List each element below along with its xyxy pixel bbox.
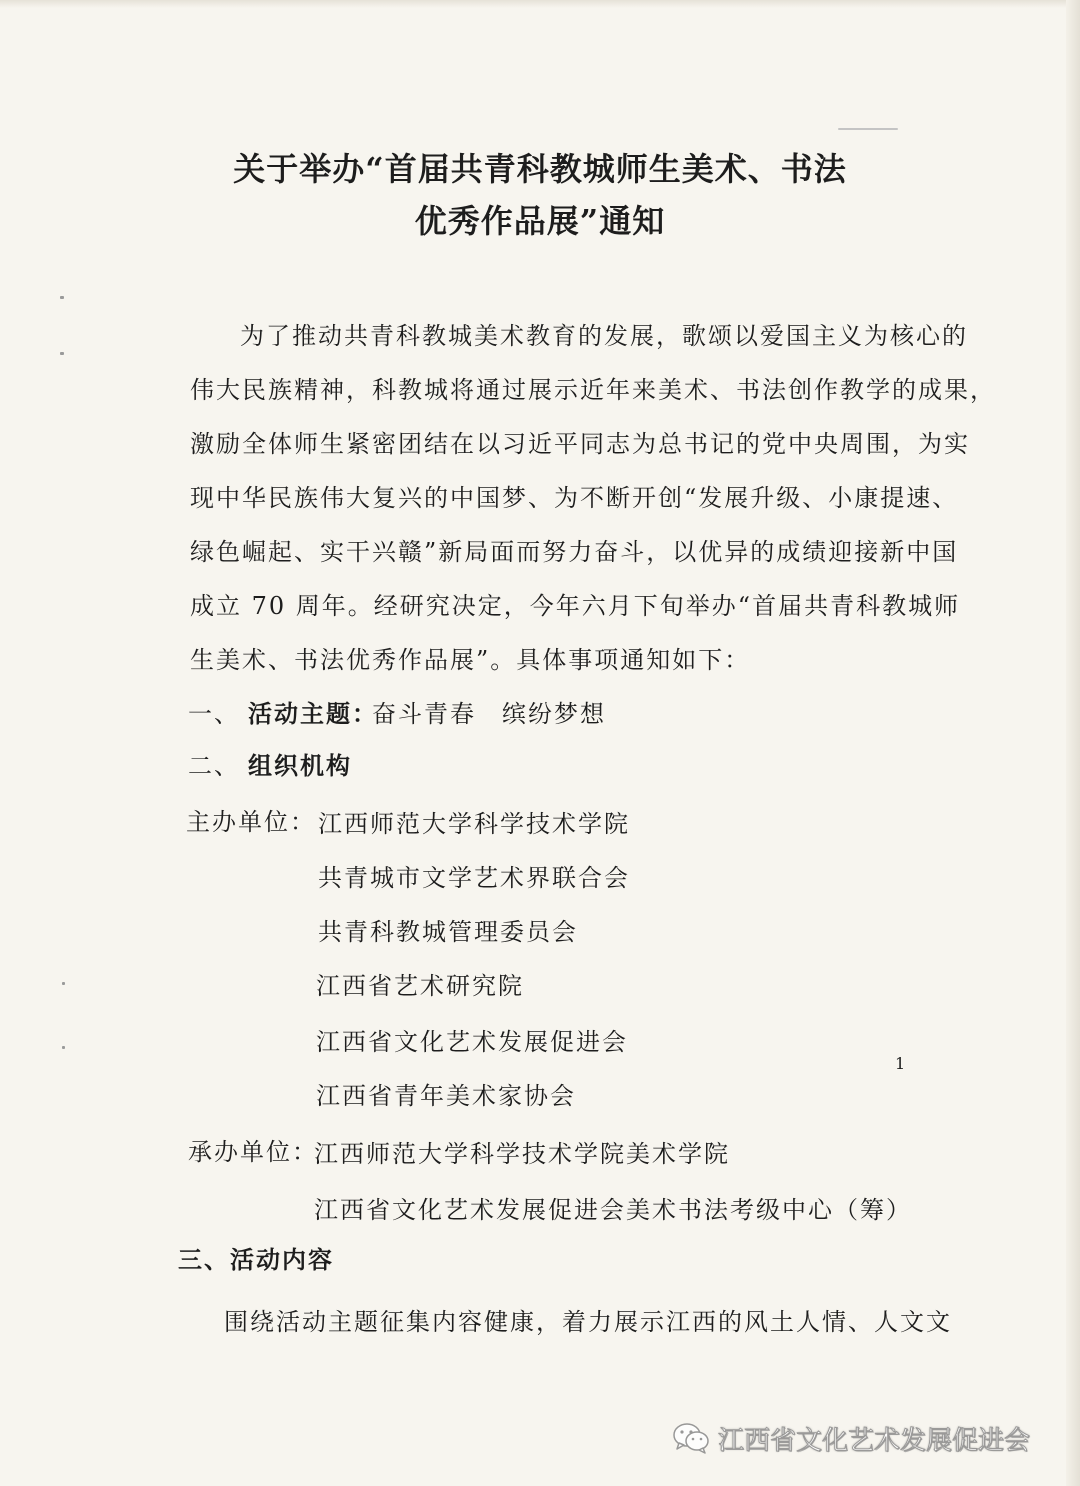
wechat-watermark (672, 1418, 1030, 1458)
section-2-number: 二、 (188, 752, 240, 780)
scan-speck (62, 1046, 65, 1049)
section-2-heading: 组织机构 (248, 751, 352, 780)
section-3-heading: 三、活动内容 (178, 1245, 334, 1274)
scan-top-edge (0, 0, 1080, 8)
host-unit-item: 共青科教城管理委员会 (318, 918, 578, 946)
wechat-icon (672, 1421, 710, 1455)
host-unit-item: 江西省青年美术家协会 (316, 1082, 576, 1110)
section-1-number: 一、 (188, 700, 240, 728)
intro-paragraph-line: 生美术、书法优秀作品展”。具体事项通知如下： (190, 646, 751, 674)
intro-paragraph-line: 伟大民族精神，科教城将通过展示近年来美术、书法创作教学的成果， (190, 376, 996, 404)
host-unit-item: 江西省艺术研究院 (316, 972, 524, 1000)
document-title-line-2: 优秀作品展”通知 (414, 202, 666, 240)
content-paragraph-line: 围绕活动主题征集内容健康，着力展示江西的风土人情、人文文 (224, 1308, 952, 1336)
host-units-label: 主办单位： (186, 808, 316, 836)
document-title-line-1: 关于举办“首届共青科教城师生美术、书法 (233, 150, 847, 188)
activity-theme: 奋斗青春 缤纷梦想 (372, 700, 606, 728)
scan-speck (62, 982, 65, 985)
host-unit-item: 共青城市文学艺术界联合会 (318, 864, 630, 892)
organizer-units-label: 承办单位： (188, 1138, 318, 1166)
host-unit-item: 江西省文化艺术发展促进会 (316, 1028, 628, 1056)
section-1-heading: 活动主题： (248, 699, 378, 728)
intro-paragraph-line: 为了推动共青科教城美术教育的发展，歌颂以爱国主义为核心的 (240, 322, 968, 350)
organizer-unit-item: 江西省文化艺术发展促进会美术书法考级中心（筹） (314, 1196, 912, 1224)
scan-speck (60, 296, 64, 299)
intro-paragraph-line: 现中华民族伟大复兴的中国梦、为不断开创“发展升级、小康提速、 (190, 484, 959, 512)
host-unit-item: 江西师范大学科学技术学院 (318, 810, 630, 838)
intro-paragraph-line: 成立 70 周年。经研究决定，今年六月下旬举办“首届共青科教城师 (190, 592, 961, 620)
intro-paragraph-line: 激励全体师生紧密团结在以习近平同志为总书记的党中央周围，为实 (190, 430, 970, 458)
organizer-unit-item: 江西师范大学科学技术学院美术学院 (314, 1140, 730, 1168)
scan-speck (838, 128, 898, 130)
intro-paragraph-line: 绿色崛起、实干兴赣”新局面而努力奋斗，以优异的成绩迎接新中国 (190, 538, 959, 566)
watermark-account-name: 江西省文化艺术发展促进会 (718, 1425, 1031, 1456)
scan-speck (60, 352, 64, 355)
page-number: 1 (895, 1054, 906, 1073)
